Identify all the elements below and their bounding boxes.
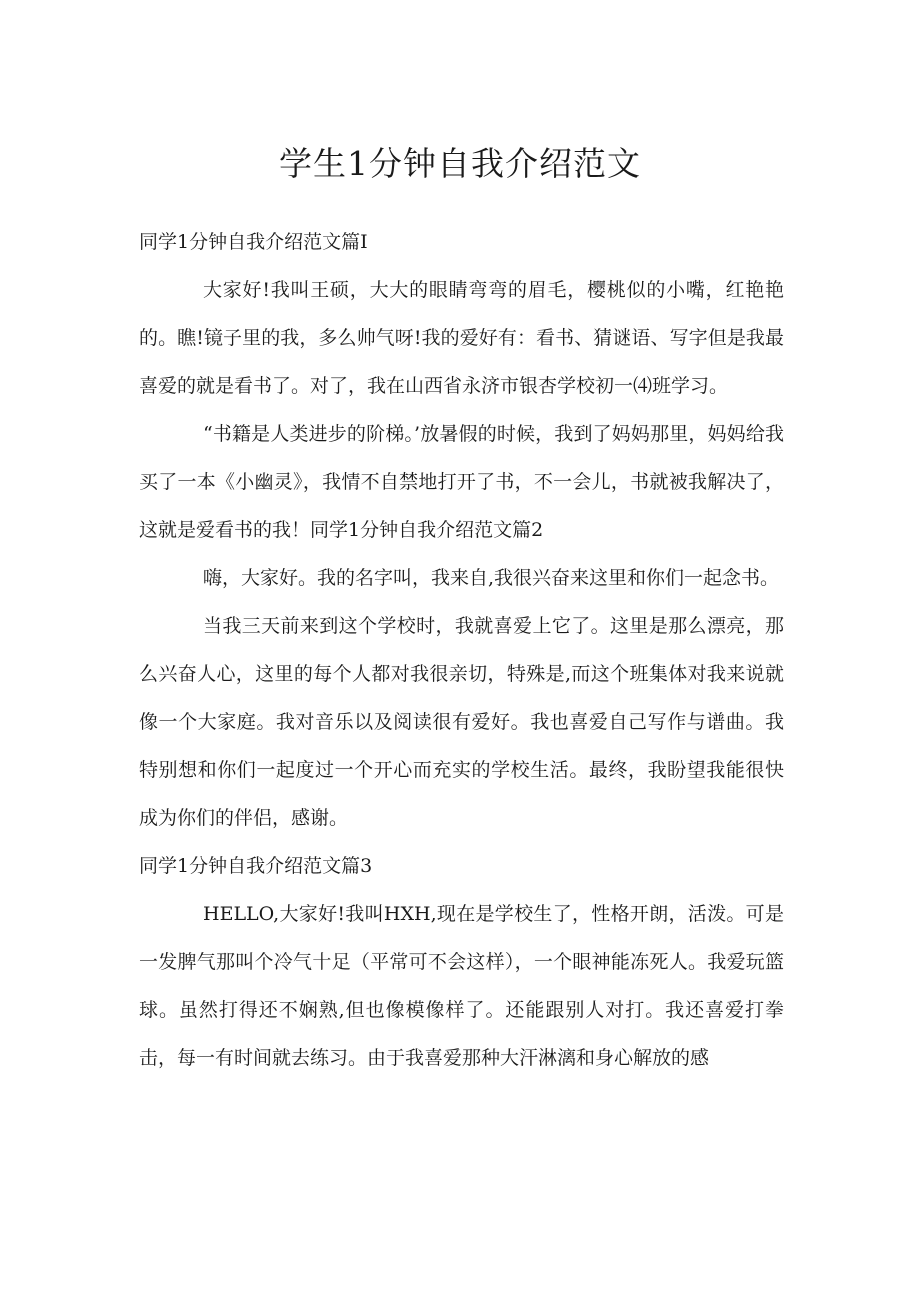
paragraph-1: 大家好!我叫王硕，大大的眼睛弯弯的眉毛，樱桃似的小嘴，红艳艳的。瞧!镜子里的我，多么帅气呀!我的爱好有：看书、猜谜语、写字但是我最喜爱的就是看书了。对了，我在山西省永济市银杏学校初一⑷班学习。 — [139, 279, 784, 397]
section-heading-3: 同学1分钟自我介绍范文篇3 — [139, 855, 373, 877]
paragraph-2: “书籍是人类进步的阶梯。’放暑假的时候，我到了妈妈那里，妈妈给我买了一本《小幽灵》，我情不自禁地打开了书，不一会儿，书就被我解决了，这就是爱看书的我！同学1分钟自我介绍范文篇2 — [139, 423, 784, 541]
section-heading-1: 同学1分钟自我介绍范文篇I — [139, 231, 368, 253]
paragraph-4: 当我三天前来到这个学校时，我就喜爱上它了。这里是那么漂亮，那么兴奋人心，这里的每个人都对我很亲切，特殊是,而这个班集体对我来说就像一个大家庭。我对音乐以及阅读很有爱好。我也喜爱自己写作与谱曲。我特别想和你们一起度过一个开心而充实的学校生活。最终，我盼望我能很快成为你们的伴侣，感谢。 — [139, 615, 784, 829]
document-body — [139, 218, 784, 1082]
paragraph-5: HELLO,大家好!我叫HXH,现在是学校生了，性格开朗，活泼。可是一发脾气那叫个冷气十足（平常可不会这样），一个眼神能冻死人。我爱玩篮球。虽然打得还不娴熟,但也像模像样了。还能跟别人对打。我还喜爱打拳击，每一有时间就去练习。由于我喜爱那种大汗淋漓和身心解放的感 — [139, 903, 784, 1069]
document-title: 学生1分钟自我介绍范文 — [279, 144, 641, 183]
paragraph-3: 嗨，大家好。我的名字叫，我来自,我很兴奋来这里和你们一起念书。 — [203, 567, 780, 589]
